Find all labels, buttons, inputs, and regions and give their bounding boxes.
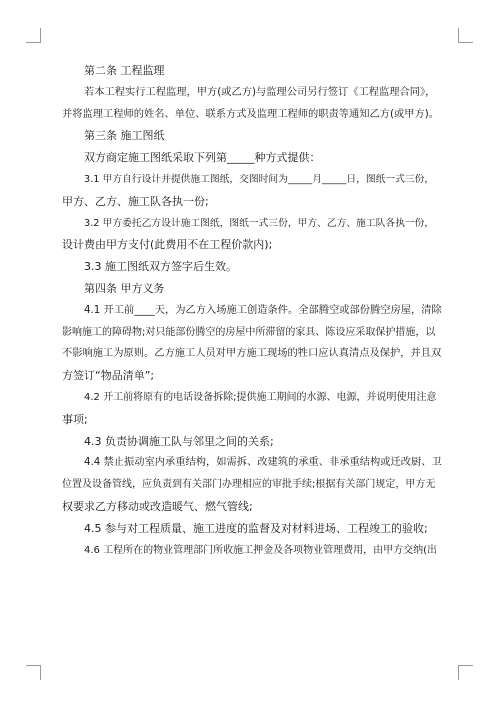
paragraph-line: 双方商定施工图纸采取下列第_____种方式提供： bbox=[84, 151, 321, 165]
heading-article-2: 第二条 工程监理 bbox=[84, 64, 165, 77]
paragraph-line: 事项; bbox=[62, 412, 88, 426]
paragraph-line: 设计费由甲方支付(此费用不在工程价款内); bbox=[62, 238, 273, 252]
crop-mark-bottom-right bbox=[458, 665, 473, 680]
paragraph-line: 权要求乙方移动或改造暖气、燃气管线; bbox=[62, 499, 253, 513]
crop-mark-top-right bbox=[458, 28, 473, 43]
heading-article-3: 第三条 施工图纸 bbox=[84, 129, 165, 143]
paragraph-line: 方签订“物品清单”; bbox=[62, 369, 155, 383]
clause-4-1: 4.1 开工前____天，为乙方入场施工创造条件。全部腾空或部份腾空房屋，清除 bbox=[84, 303, 442, 316]
clause-3-1: 3.1 甲方自行设计并提供施工图纸，交图时间为_____月_____日，图纸一式三份， bbox=[84, 173, 435, 185]
clause-4-5: 4.5 参与对工程质量、施工进度的监督及对材料进场、工程竣工的验收; bbox=[84, 521, 428, 535]
paragraph-line: 甲方、乙方、施工队各执一份; bbox=[62, 194, 209, 208]
clause-4-6: 4.6 工程所在的物业管理部门所收施工押金及各项物业管理费用，由甲方交纳(出 bbox=[84, 544, 437, 556]
clause-4-4: 4.4 禁止振动室内承重结构，如需拆、改建筑的承重、非承重结构或迁改厨、卫 bbox=[84, 456, 442, 469]
clause-4-2: 4.2 开工前将原有的电话设备拆除;提供施工期间的水源、电源，并说明使用注意 bbox=[84, 391, 437, 403]
paragraph-line: 位置及设备管线，应负责到有关部门办理相应的审批手续;根据有关部门规定，甲方无 bbox=[62, 479, 436, 491]
paragraph-line: 不影响施工为原则。乙方施工人员对甲方施工现场的牲口应认真清点及保护，并且双 bbox=[62, 347, 442, 360]
clause-3-3: 3.3 施工图纸双方签字后生效。 bbox=[84, 260, 237, 274]
crop-mark-top-left bbox=[26, 28, 41, 43]
paragraph-line: 并将监理工程师的姓名、单位、联系方式及监理工程师的职责等通知乙方(或甲方)。 bbox=[62, 107, 440, 120]
clause-3-2: 3.2 甲方委托乙方设计施工图纸，图纸一式三份，甲方、乙方、施工队各执一份， bbox=[84, 217, 435, 229]
crop-mark-bottom-left bbox=[26, 665, 41, 680]
paragraph-line: 影响施工的障碍物;对只能部份腾空的房屋中所滞留的家具、陈设应采取保护措施，以 bbox=[62, 326, 436, 338]
clause-4-3: 4.3 负责协调施工队与邻里之间的关系; bbox=[84, 434, 274, 448]
paragraph-line: 若本工程实行工程监理，甲方(或乙方)与监理公司另行签订《工程监理合同》， bbox=[84, 85, 436, 98]
heading-article-4: 第四条 甲方义务 bbox=[84, 281, 165, 295]
document-body bbox=[62, 60, 442, 561]
